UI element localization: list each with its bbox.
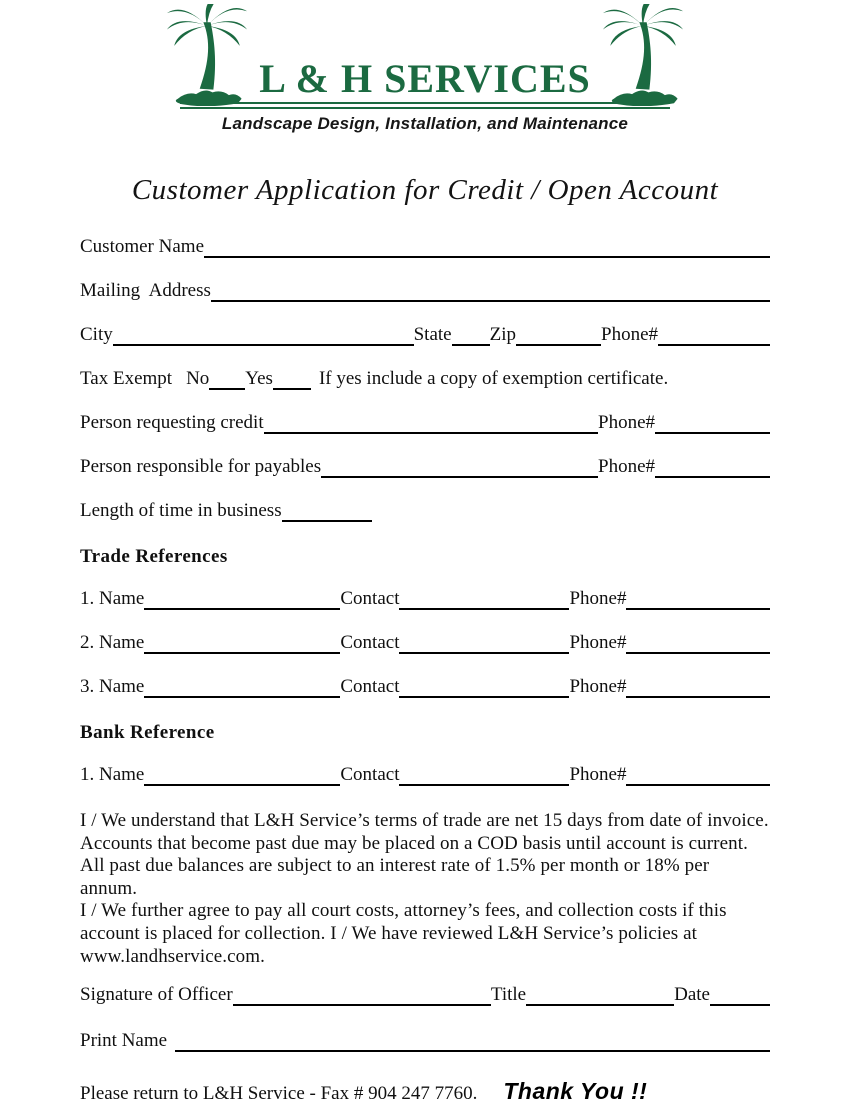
trade2-name-line[interactable] (144, 638, 340, 654)
bank1-phone-line[interactable] (626, 770, 770, 786)
bank-reference-heading: Bank Reference (80, 722, 215, 743)
phone-label: Phone# (569, 764, 627, 785)
trade3-name-line[interactable] (144, 682, 340, 698)
city-line[interactable] (113, 330, 414, 346)
customer-name-line[interactable] (204, 242, 770, 258)
field-print-name (80, 1032, 770, 1052)
terms-line: I / We further agree to pay all court costs, attorney’s fees, and collection costs if this (80, 900, 727, 922)
length-of-business-line[interactable] (282, 506, 372, 522)
phone-label: Phone# (598, 456, 655, 477)
date-line[interactable] (710, 990, 770, 1006)
row-number: 1. (80, 588, 95, 609)
name-label: Name (99, 676, 145, 697)
state-line[interactable] (452, 330, 490, 346)
return-instruction: Please return to L&H Service - Fax # 904 247 7760. (80, 1083, 478, 1100)
palm-tree-icon (165, 4, 249, 106)
trade-references-heading: Trade References (80, 546, 228, 567)
trade1-phone-line[interactable] (626, 594, 770, 610)
field-signature (80, 986, 770, 1006)
trade-reference-row-1 (80, 590, 770, 610)
trade2-contact-line[interactable] (399, 638, 569, 654)
trade3-phone-line[interactable] (626, 682, 770, 698)
bank-reference-row-1 (80, 766, 770, 786)
print-name-line[interactable] (175, 1036, 770, 1052)
trade-reference-row-3 (80, 678, 770, 698)
company-tagline: Landscape Design, Installation, and Maintenance (221, 114, 629, 133)
application-form (80, 238, 770, 786)
trade-reference-row-2 (80, 634, 770, 654)
tax-exempt-label: Tax Exempt (80, 368, 173, 389)
name-label: Name (99, 588, 145, 609)
terms-line: account is placed for collection. I / We have reviewed L&H Service’s policies at (80, 922, 698, 944)
terms-paragraph (80, 810, 770, 968)
customer-name-label: Customer Name (80, 236, 205, 257)
person-credit-line[interactable] (264, 418, 598, 434)
trade1-contact-line[interactable] (399, 594, 569, 610)
name-label: Name (99, 632, 145, 653)
page-title: Customer Application for Credit / Open Account (131, 174, 719, 206)
signature-line[interactable] (233, 990, 491, 1006)
person-credit-label: Person requesting credit (80, 412, 264, 433)
trade3-contact-line[interactable] (399, 682, 569, 698)
bank1-contact-line[interactable] (399, 770, 569, 786)
mailing-address-line[interactable] (211, 286, 770, 302)
bank1-name-line[interactable] (144, 770, 340, 786)
trade1-name-line[interactable] (144, 594, 340, 610)
person-payables-label: Person responsible for payables (80, 456, 322, 477)
terms-line: www.landhservice.com. (80, 945, 266, 967)
letterhead (80, 0, 770, 134)
title-label: Title (490, 984, 527, 1006)
thank-you-text: Thank You !! (503, 1078, 648, 1100)
contact-label: Contact (340, 632, 400, 653)
zip-line[interactable] (516, 330, 601, 346)
city-label: City (80, 324, 113, 345)
zip-label: Zip (489, 324, 516, 345)
length-of-business-label: Length of time in business (80, 500, 282, 521)
person-payables-line[interactable] (321, 462, 598, 478)
state-label: State (413, 324, 452, 345)
footer (80, 1078, 770, 1100)
field-person-responsible-payables (80, 458, 770, 478)
name-label: Name (99, 764, 145, 785)
field-person-requesting-credit (80, 414, 770, 434)
field-city-state-zip-phone (80, 326, 770, 346)
mailing-address-label: Mailing Address (80, 280, 211, 301)
print-name-label: Print Name (80, 1030, 168, 1052)
phone-label: Phone# (601, 324, 658, 345)
date-label: Date (674, 984, 710, 1006)
palm-tree-icon (601, 4, 685, 106)
field-mailing-address (80, 282, 770, 302)
tax-no-line[interactable] (209, 374, 245, 390)
row-number: 3. (80, 676, 95, 697)
tax-no-label: No (186, 368, 210, 389)
double-rule (180, 102, 670, 109)
phone-line[interactable] (658, 330, 770, 346)
contact-label: Contact (340, 588, 400, 609)
signature-label: Signature of Officer (80, 984, 233, 1006)
phone-label: Phone# (569, 632, 627, 653)
tax-yes-label: Yes (245, 368, 273, 389)
terms-line: Accounts that become past due may be placed on a COD basis until account is current. (80, 832, 748, 854)
contact-label: Contact (340, 676, 400, 697)
field-customer-name (80, 238, 770, 258)
logo-row (80, 4, 770, 106)
row-number: 1. (80, 764, 95, 785)
person-payables-phone-line[interactable] (655, 462, 770, 478)
terms-line: All past due balances are subject to an interest rate of 1.5% per month or 18% per annum. (80, 855, 710, 899)
trade2-phone-line[interactable] (626, 638, 770, 654)
tax-exempt-note: If yes include a copy of exemption certificate. (318, 368, 669, 389)
company-name: L & H SERVICES (259, 56, 591, 101)
field-tax-exempt (80, 370, 770, 390)
row-number: 2. (80, 632, 95, 653)
phone-label: Phone# (598, 412, 655, 433)
terms-line: I / We understand that L&H Service’s terms of trade are net 15 days from date of invoice. (80, 810, 769, 831)
contact-label: Contact (340, 764, 400, 785)
tax-yes-line[interactable] (273, 374, 311, 390)
person-credit-phone-line[interactable] (655, 418, 770, 434)
field-length-of-business (80, 502, 770, 522)
phone-label: Phone# (569, 676, 627, 697)
phone-label: Phone# (569, 588, 627, 609)
title-line[interactable] (526, 990, 674, 1006)
